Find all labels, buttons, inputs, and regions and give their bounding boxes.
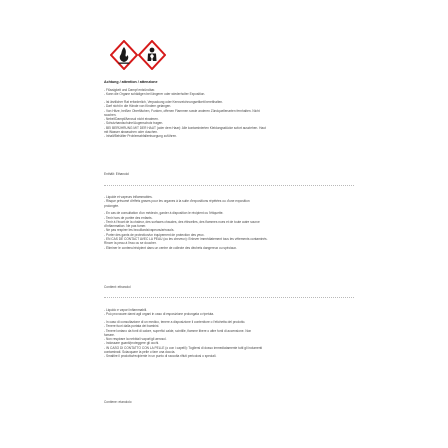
statement-line: - Kann die Organe schädigen bei längerer oder wiederholter Exposition. [104, 92, 206, 97]
signal-word: Achtung / attention / attenzione [104, 80, 158, 84]
statement-line: - Inhalt/Behälter Problemabfallentsorgung zuführen. [104, 134, 178, 139]
divider [104, 185, 354, 186]
statement-line: - Porter des gants de protection/un équipement de protection des yeux. [104, 232, 205, 237]
statement-line: - Smaltire il prodotto/recipiente in un punto di raccolta rifiuti pericolosi o speciali. [104, 354, 217, 359]
statement-line: contaminati. Sciacquare la pelle o fare una doccia. [104, 350, 176, 355]
statement-line: - In caso di consultazione di un medico, tenere a disposizione il contenitore o l'etichetta del prodotto. [104, 319, 246, 324]
statement-line: - Tenere fuori dalla portata dei bambini. [104, 324, 160, 329]
statement-line: - Nebel/Dampf/Aerosol nicht einatmen. [104, 117, 159, 122]
statement-line: - EN CAS DE CONTACT AVEC LA PEAU (ou les cheveux): Enlever immédiatement tous les vêtements contaminés. [104, 237, 268, 242]
section-fr [104, 195, 354, 250]
statement-line: - Tenir à l'écart de la chaleur, des surfaces chaudes, des étincelles, des flammes nues et de toute autre source [104, 219, 260, 224]
section-de [104, 88, 354, 139]
statement-line: rauchen. [104, 112, 117, 117]
statement-line: - Flüssigkeit und Dampf entzündbar. [104, 88, 156, 92]
ghs-pictograms [110, 40, 166, 70]
statement-line: - Darf nicht in die Hände von Kindern gelangen. [104, 104, 172, 109]
statement-line: - Éliminer le contenu/récipient dans un centre de collecte des déchets dangereux ou spéciaux. [104, 245, 237, 250]
statement-line: d'inflammation. Ne pas fumer. [104, 224, 147, 229]
statement-line: Rincer la peau à l'eau ou se doucher. [104, 241, 157, 246]
statement-line: fumare. [104, 332, 115, 337]
content-it: Contiene: etanololo [104, 400, 132, 404]
statement-line: - Liquide et vapeurs inflammables. [104, 195, 153, 199]
statement-line: - Ist ärztlicher Rat erforderlich, Verpackung oder Kennzeichnungsetikett bereithalten. [104, 99, 224, 104]
statement-line: - Può provocare danni agli organi in caso di esposizione prolungata o ripetuta. [104, 312, 215, 317]
divider [104, 297, 354, 298]
health-hazard-icon [139, 41, 165, 69]
statement-line: - En cas de consultation d'un médecin, garder à disposition le récipient ou l'étiquette. [104, 211, 224, 216]
statement-line: - Tenere lontano da fonti di calore, superfici calde, scintille, fiamme libere o altre fonti di accensione. Non [104, 328, 252, 333]
statement-line: - Non respirare la nebbia/i vapori/gli aerosol. [104, 337, 167, 342]
content-fr: Contient: ethanolol [104, 285, 131, 289]
section-it [104, 308, 354, 359]
statement-line: - Liquido e vapori infiammabili. [104, 308, 148, 312]
statement-line: - Indossare guanti/proteggere gli occhi. [104, 341, 160, 346]
statement-line: - Ne pas respirer les brouillards/vapeurs/aérosols. [104, 228, 175, 233]
flame-icon [111, 41, 137, 69]
statement-line: - Schutzhandschuhe/Augenschutz tragen. [104, 121, 164, 126]
statement-line: - BEI BERÜHRUNG MIT DER HAUT (oder dem Haar): Alle kontaminierten Kleidungsstücke sofort ausziehen. Haut [104, 125, 266, 130]
statement-line: - Von Hitze, heißen Oberflächen, Funken, offenen Flammen sowie anderen Zündquellenarten fernhalten. Nicht [104, 108, 260, 113]
content-de: Enthält: Ethanolol [104, 172, 129, 176]
statement-line: - Risque présumé d'effets graves pour les organes à la suite d'expositions répétées ou d'une exposition [104, 199, 250, 204]
statement-line: prolongée. [104, 203, 120, 208]
statement-line: - Tenir hors de portée des enfants. [104, 215, 153, 220]
statement-line: - IN CASO DI CONTATTO CON LA PELLE (o con i capelli): Togliersi di dosso immediatamente tutti gli indumenti [104, 345, 263, 350]
statement-line: mit Wasser abwaschen oder duschen. [104, 130, 158, 135]
